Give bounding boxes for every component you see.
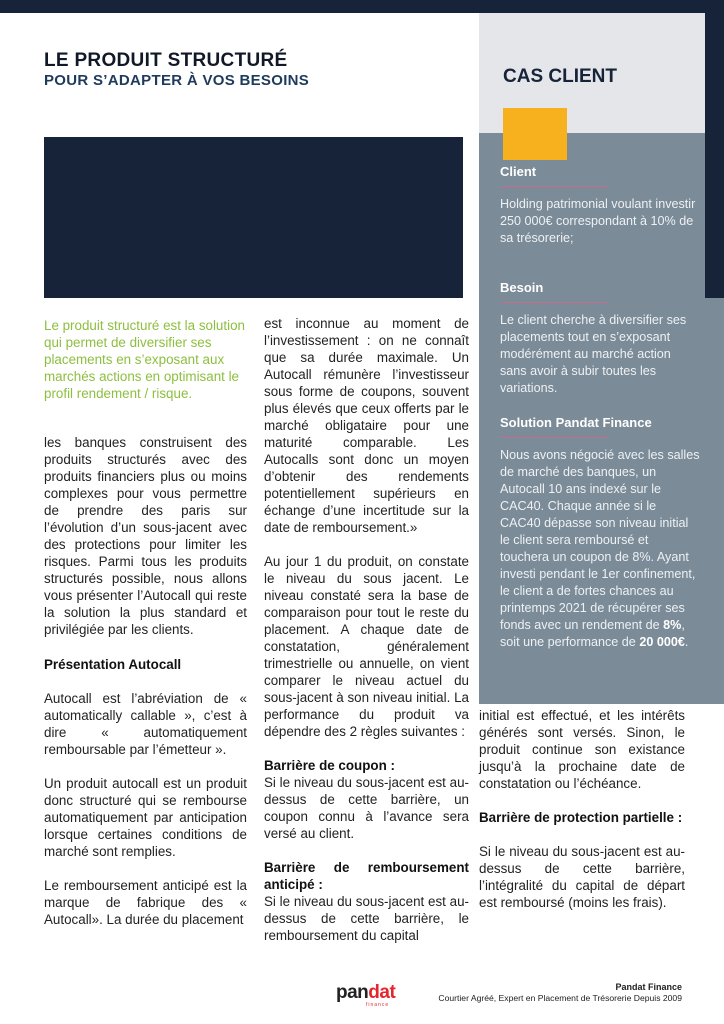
column-3 <box>479 707 685 911</box>
col3-paragraph-1: initial est effectué, et les intérêts générés sont versés. Sinon, le produit continue son existance jusqu’à la prochaine date de constatation ou l’échéance. <box>479 708 685 791</box>
footer-tagline: Courtier Agréé, Expert en Placement de Trésorerie Depuis 2009 <box>438 993 682 1003</box>
col3-heading-protection: Barrière de protection partielle : <box>479 810 683 825</box>
top-bar <box>0 0 724 13</box>
client-divider <box>500 186 608 187</box>
page-subtitle: POUR S’ADAPTER À VOS BESOINS <box>44 72 310 89</box>
besoin-heading: Besoin <box>500 280 544 295</box>
besoin-text: Le client cherche à diversifier ses placements tout en s’exposant modérément au marché action sans avoir à subir toutes les variations. <box>500 313 687 395</box>
solution-text: Nous avons négocié avec les salles de marché des banques, un Autocall 10 ans indexé sur le CAC40. Chaque année si le CAC40 dépasse son niveau initial le client sera remboursé et touchera un coupon de 8%. Ayant investi pendant le 1er confinement, le client a de fortes chances au printemps 2021 de récupérer ses fonds avec un rendement de 8%, soit une performance de 20 000€. <box>500 448 700 649</box>
column-2 <box>264 315 469 944</box>
col1-paragraph-3: Un produit autocall est un produit donc structuré qui se rembourse automatiquement par anticipation lorsque certaines conditions de marché sont remplies. <box>44 776 247 859</box>
sidebar-title: CAS CLIENT <box>503 66 617 87</box>
column-1 <box>44 434 247 928</box>
col2-paragraph-1: est inconnue au moment de l’investissement : on ne connaît que sa durée maximale. Un Autocall rémunère l’investisseur sous forme de coupons, souvent plus élevés que ceux offerts par le marché obligataire pour une maturité comparable. Les Autocalls sont donc un moyen d’obtenir des rendements potentiellement supérieurs en échange d’une incertitude sur la date de remboursement.» <box>264 316 469 535</box>
logo-subtext: finance <box>366 1002 390 1008</box>
col2-paragraph-4: Si le niveau du sous-jacent est au-dessus de cette barrière, le remboursement du capital <box>264 894 469 943</box>
col2-heading-coupon: Barrière de coupon : <box>264 758 395 773</box>
client-text: Holding patrimonial voulant investir 250 000€ correspondant à 10% de sa trésorerie; <box>500 197 696 245</box>
intro-text: Le produit structuré est la solution qui permet de diversifier ses placements en s’exposant aux marchés actions en optimisant le profil rendement / risque. <box>44 318 245 401</box>
col1-paragraph-1: les banques construisent des produits structurés avec des produits financiers plus ou moins complexes pour vous permettre de prendre des paris sur l’évolution d’un sous-jacent avec des protections pour limiter les risques. Parmi tous les produits structurés possible, nous allons vous présenter l’Autocall qui reste la solution la plus standard et privilégiée par les clients. <box>44 435 247 637</box>
hero-image-placeholder <box>44 137 463 298</box>
col2-paragraph-3: Si le niveau du sous-jacent est au-dessus de cette barrière, un coupon connu à l’avance sera versé au client. <box>264 775 469 841</box>
footer-company: Pandat Finance <box>615 982 682 992</box>
client-heading: Client <box>500 164 537 179</box>
col3-paragraph-2: Si le niveau du sous-jacent est au-dessus de cette barrière, l’intégralité du capital de départ est remboursé (moins les frais). <box>479 844 685 910</box>
solution-divider <box>500 437 608 438</box>
col1-paragraph-2: Autocall est l’abréviation de « automatically callable », c’est à dire « automatiquement remboursable par l’émetteur ». <box>44 691 247 757</box>
besoin-divider <box>500 302 608 303</box>
pandat-logo: pandat <box>336 982 396 1003</box>
orange-accent-square <box>503 108 567 160</box>
right-accent-bar <box>705 13 724 298</box>
col1-heading-autocall: Présentation Autocall <box>44 657 182 672</box>
page-title: LE PRODUIT STRUCTURÉ <box>44 50 288 71</box>
col2-heading-remboursement: Barrière de remboursement anticipé : <box>264 860 469 892</box>
solution-heading: Solution Pandat Finance <box>500 415 652 430</box>
col1-paragraph-4: Le remboursement anticipé est la marque de fabrique des « Autocall». La durée du placement <box>44 878 247 927</box>
col2-paragraph-2: Au jour 1 du produit, on constate le niveau du sous jacent. Le niveau constaté sera la base de comparaison pour tout le reste du placement. A chaque date de constatation, généralement trimestrielle ou annuelle, on vient comparer le niveau actuel du sous-jacent à son niveau initial. La performance du produit va dépendre des 2 règles suivantes : <box>264 554 469 739</box>
